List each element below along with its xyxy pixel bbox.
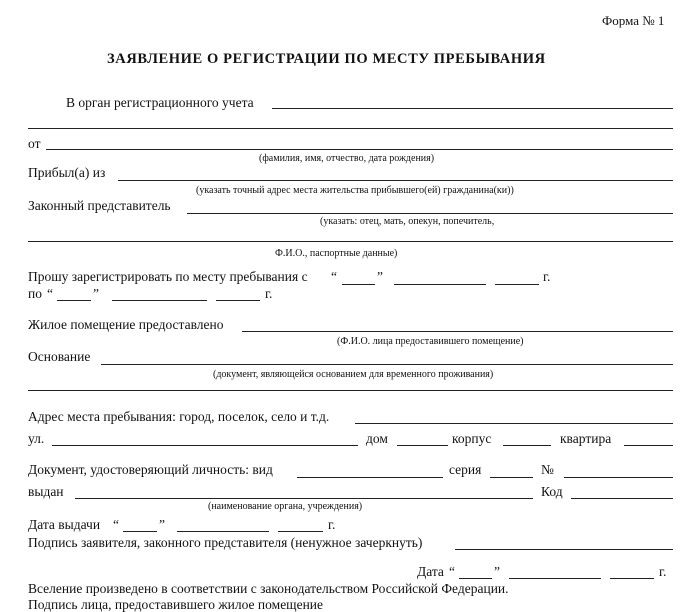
id-doc-label: Документ, удостоверяющий личность: вид (28, 462, 273, 477)
from-month-field[interactable] (394, 284, 486, 285)
date-year-suffix: г. (659, 564, 667, 579)
issue-year-suffix: г. (328, 517, 336, 532)
hint-address: (указать точный адрес места жительства прибывшего(ей) гражданина(ки)) (196, 185, 514, 196)
arrived-field[interactable] (118, 180, 673, 181)
issue-date-label: Дата выдачи (28, 517, 101, 532)
issue-month-field[interactable] (177, 531, 269, 532)
code-field[interactable] (571, 498, 673, 499)
form-number: Форма № 1 (602, 13, 665, 28)
date-year-field[interactable] (610, 578, 654, 579)
code-label: Код (541, 484, 563, 499)
organ-field[interactable] (272, 108, 673, 109)
number-field[interactable] (564, 477, 673, 478)
issued-label: выдан (28, 484, 64, 499)
legal-rep-field-line-2[interactable] (28, 241, 673, 242)
stay-address-label: Адрес места пребывания: город, поселок, село и т.д. (28, 409, 330, 424)
form-title: ЗАЯВЛЕНИЕ О РЕГИСТРАЦИИ ПО МЕСТУ ПРЕБЫВАНИЯ (107, 51, 546, 67)
apartment-field[interactable] (624, 445, 673, 446)
to-month-field[interactable] (112, 300, 207, 301)
house-field[interactable] (397, 445, 448, 446)
street-field[interactable] (52, 445, 358, 446)
building-field[interactable] (503, 445, 551, 446)
hint-rep: (указать: отец, мать, опекун, попечитель, (320, 216, 495, 227)
building-label: корпус (452, 431, 492, 446)
stay-address-field[interactable] (355, 423, 673, 424)
legal-rep-field[interactable] (187, 213, 673, 214)
basis-label: Основание (28, 349, 91, 364)
to-quote-open: “ (47, 286, 53, 301)
legal-rep-label: Законный представитель (28, 198, 171, 213)
street-label: ул. (28, 431, 45, 446)
basis-field[interactable] (101, 364, 673, 365)
issue-quote-close: ” (159, 517, 165, 532)
provider-sign-label: Подпись лица, предоставившего жилое помещение (28, 597, 324, 612)
date-day-field[interactable] (459, 578, 492, 579)
issued-field[interactable] (75, 498, 533, 499)
to-quote-close: ” (93, 286, 99, 301)
issue-year-field[interactable] (278, 531, 323, 532)
date-month-field[interactable] (509, 578, 601, 579)
from-label: от (28, 136, 41, 151)
housing-field[interactable] (242, 331, 673, 332)
from-year-suffix: г. (543, 269, 551, 284)
arrived-label: Прибыл(а) из (28, 165, 106, 180)
series-field[interactable] (490, 477, 533, 478)
issue-day-field[interactable] (123, 531, 157, 532)
request-label: Прошу зарегистрировать по месту пребывания с (28, 269, 308, 284)
settled-text: Вселение произведено в соответствии с законодательством Российской Федерации. (28, 581, 509, 596)
signature-field[interactable] (455, 549, 673, 550)
from-field[interactable] (46, 149, 673, 150)
hint-fio: (фамилия, имя, отчество, дата рождения) (259, 153, 435, 164)
organ-field-line-2[interactable] (28, 128, 673, 129)
organ-label: В орган регистрационного учета (66, 95, 254, 110)
hint-org: (наименование органа, учреждения) (208, 501, 363, 512)
hint-provider: (Ф.И.О. лица предоставившего помещение) (337, 336, 524, 347)
id-doc-field[interactable] (297, 477, 443, 478)
apartment-label: квартира (560, 431, 612, 446)
signature-label: Подпись заявителя, законного представителя (ненужное зачеркнуть) (28, 535, 423, 550)
to-year-field[interactable] (216, 300, 260, 301)
issue-quote-open: “ (113, 517, 119, 532)
date-label: Дата (417, 564, 444, 579)
housing-label: Жилое помещение предоставлено (28, 317, 224, 332)
from-quote-open: “ (331, 269, 337, 284)
from-quote-close: ” (377, 269, 383, 284)
to-day-field[interactable] (57, 300, 91, 301)
hint-doc: (документ, являющейся основанием для временного проживания) (213, 369, 494, 380)
to-year-suffix: г. (265, 286, 273, 301)
number-label: № (541, 462, 554, 477)
date-quote-close: ” (494, 564, 500, 579)
from-day-field[interactable] (342, 284, 375, 285)
house-label: дом (366, 431, 388, 446)
series-label: серия (449, 462, 482, 477)
hint-passport: Ф.И.О., паспортные данные) (275, 248, 398, 259)
from-year-field[interactable] (495, 284, 539, 285)
to-label: по (28, 286, 42, 301)
basis-field-line-2[interactable] (28, 390, 673, 391)
date-quote-open: “ (449, 564, 455, 579)
